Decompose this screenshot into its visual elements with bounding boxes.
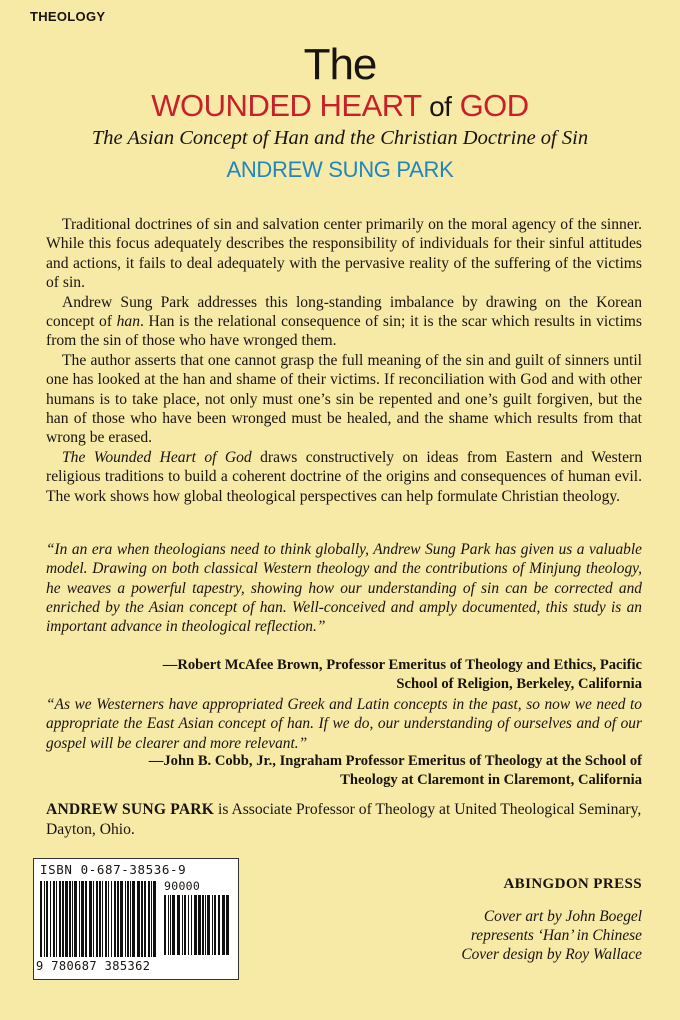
barcode-bar	[59, 881, 61, 957]
barcode-bar	[141, 881, 143, 957]
barcode-bar	[207, 895, 210, 955]
barcode-bar	[125, 881, 126, 957]
barcode-bar	[184, 895, 186, 955]
barcode-bar	[56, 881, 57, 957]
barcode-bar	[93, 881, 94, 957]
barcode-bar	[198, 895, 201, 955]
barcode-bar	[153, 881, 156, 957]
isbn-text: ISBN 0-687-38536-9	[40, 862, 187, 877]
barcode-bar	[79, 881, 80, 957]
barcode-bar	[72, 881, 73, 957]
subtitle: The Asian Concept of Han and the Christian Doctrine of Sin	[91, 127, 589, 149]
barcode-bar	[102, 881, 103, 957]
review-quote-2: “As we Westerners have appropriated Greek and Latin concepts in the past, so now we need to appropriate the East Asian concept of han. If we do, our understanding of ourselves and of our gospel will be clearer and more relevant.”	[46, 696, 642, 752]
title-the: The	[303, 40, 377, 89]
addon-barcode-bars	[164, 895, 232, 955]
barcode-bar	[108, 881, 109, 957]
barcode-bar	[202, 895, 204, 955]
barcode-bar	[74, 881, 77, 957]
description-paragraph: Andrew Sung Park addresses this long-standing imbalance by drawing on the Korean concept of han. Han is the relational consequence of sin; it is the scar which results in victims from the sin of those who have wronged them.	[46, 293, 643, 350]
barcode-bar	[40, 881, 42, 957]
barcode-bar	[105, 881, 107, 957]
barcode-bar	[99, 881, 101, 957]
barcode-bar	[151, 881, 152, 957]
review-attribution-2: —John B. Cobb, Jr., Ingraham Professor Emeritus of Theology at the School of Theology at Claremont in Claremont, California	[148, 753, 642, 788]
barcode-bar	[44, 881, 45, 957]
review-attribution-1: —Robert McAfee Brown, Professor Emeritus of Theology and Ethics, Pacific School of Religion, Berkeley, California	[162, 657, 642, 692]
description-paragraph: The Wounded Heart of God draws constructively on ideas from Eastern and Western religious traditions to build a coherent doctrine of the origins and consequences of human evil. The work shows how global theological perspectives can help formulate Christian theology.	[46, 448, 642, 505]
barcode-bar	[127, 881, 129, 957]
barcode-bar	[188, 895, 189, 955]
barcode-bar	[168, 895, 169, 955]
barcode-bar	[170, 895, 171, 955]
barcode-bar	[205, 895, 206, 955]
barcode-bar	[96, 881, 98, 957]
barcode-bar	[214, 895, 216, 955]
barcode-bar	[85, 881, 87, 957]
barcode-bar	[218, 895, 220, 955]
barcode-bar	[69, 881, 71, 957]
barcode-bar	[111, 881, 112, 957]
barcode-bar	[50, 881, 51, 957]
barcode-bar	[120, 881, 123, 957]
barcode-bar	[53, 881, 55, 957]
description	[46, 215, 642, 506]
barcode-bar	[172, 895, 175, 955]
barcode-bar	[46, 881, 48, 957]
barcode-bar	[137, 881, 140, 957]
barcode-bar	[81, 881, 84, 957]
barcode-bar	[65, 881, 68, 957]
barcode-bar	[114, 881, 116, 957]
description-paragraph: Traditional doctrines of sin and salvation center primarily on the moral agency of the sinner. While this focus adequately describes the responsibility of individuals for their sinful attitudes and actions, it fails to deal adequately with the pervasive reality of the suffering of the victims of sin.	[46, 216, 642, 292]
barcode-bar	[130, 881, 131, 957]
barcode-bar	[177, 895, 180, 955]
barcode-bar	[144, 881, 146, 957]
publisher: ABINGDON PRESS	[503, 876, 642, 892]
title-wounded-heart: WOUNDED HEART	[151, 88, 421, 123]
barcode-bar	[226, 895, 229, 955]
barcode-bar	[62, 881, 64, 957]
barcode-bar	[212, 895, 213, 955]
barcode-bar	[148, 881, 150, 957]
barcode-addon-number: 90000	[164, 879, 201, 893]
review-quote-1: “In an era when theologians need to think globally, Andrew Sung Park has given us a valuable model. Drawing on both classical Western theology and the contributions of Minjung theology, he weaves a powerful tapestry, showing how our understanding of sin can be corrected and enriched by the Asian concept of han. Well-conceived and amply documented, this study is an important advance in theological reflection.”	[46, 541, 642, 636]
title-god: GOD	[459, 88, 529, 123]
barcode-bar	[182, 895, 183, 955]
barcode	[33, 858, 239, 980]
barcode-bar	[117, 881, 119, 957]
barcode-bar	[89, 881, 92, 957]
barcode-bar	[222, 895, 225, 955]
book-title	[0, 88, 680, 125]
cover-credits: Cover art by John Boegel represents ‘Han’ in Chinese Cover design by Roy Wallace	[461, 908, 642, 963]
barcode-bar	[164, 895, 166, 955]
author-name: ANDREW SUNG PARK	[226, 157, 454, 182]
barcode-bar	[191, 895, 192, 955]
description-paragraph: The author asserts that one cannot grasp the full meaning of the sin and guilt of sinners until one has looked at the han and shame of their victims. If reconciliation with God and with other humans is to take place, not only must one’s sin be repented and one’s guilt forgiven, but the han of those who have been wronged must be healed, and the shame which results from that wrong be erased.	[46, 351, 642, 447]
barcode-number: 9 780687 385362	[36, 959, 151, 973]
barcode-bars	[40, 881, 158, 957]
author-bio: ANDREW SUNG PARK is Associate Professor of Theology at United Theological Seminary, Dayton, Ohio.	[46, 801, 642, 838]
title-of: of	[429, 91, 452, 122]
barcode-bar	[132, 881, 135, 957]
category-label: THEOLOGY	[30, 9, 106, 24]
barcode-bar	[194, 895, 197, 955]
